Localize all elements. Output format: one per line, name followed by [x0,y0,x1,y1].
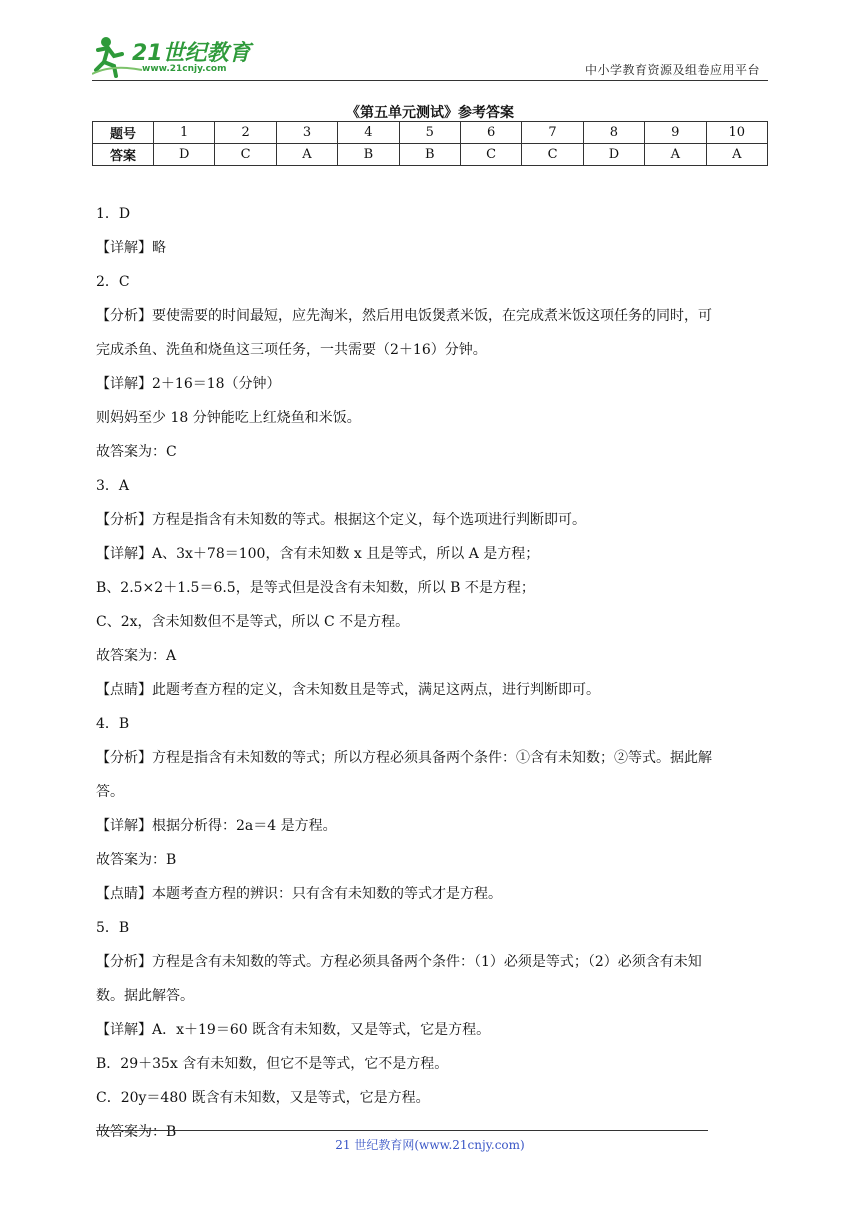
answer-table [92,121,768,166]
header-divider [92,80,768,81]
text-line: 故答案为：A [96,648,177,664]
table-cell: B [399,144,460,166]
table-row-numbers [93,122,768,144]
text-line: 故答案为：C [96,444,177,460]
text-line: 2．C [96,274,130,290]
text-line: 则妈妈至少 18 分钟能吃上红烧鱼和米饭。 [96,410,361,426]
text-line: 【分析】要使需要的时间最短，应先淘米，然后用电饭煲煮米饭，在完成煮米饭这项任务的同时，可 [96,308,712,324]
logo-text: 21世纪教育 [132,41,251,66]
table-cell: 10 [706,122,767,144]
table-cell: D [583,144,644,166]
footer-link[interactable]: 21 世纪教育网(www.21cnjy.com) [335,1138,525,1152]
platform-name: 中小学教育资源及组卷应用平台 [584,63,760,77]
text-line: 【详解】略 [96,240,166,256]
table-cell: D [154,144,215,166]
table-cell: 5 [399,122,460,144]
table-cell: 6 [460,122,521,144]
logo-url: www.21cnjy.com [142,64,227,74]
table-cell: 7 [522,122,583,144]
text-line: 1．D [96,206,131,222]
text-line: 故答案为：B [96,1124,177,1140]
table-cell: 9 [645,122,706,144]
text-line: C、2x，含未知数但不是等式，所以 C 不是方程。 [96,614,410,630]
text-line: 【分析】方程是指含有未知数的等式。根据这个定义，每个选项进行判断即可。 [96,512,586,528]
text-line: 答。 [96,784,124,800]
table-cell: A [276,144,337,166]
text-line: B、2.5×2＋1.5＝6.5，是等式但是没含有未知数，所以 B 不是方程； [96,580,535,596]
table-cell: B [338,144,399,166]
table-cell: C [215,144,276,166]
logo [92,34,262,80]
text-line: 完成杀鱼、洗鱼和烧鱼这三项任务，一共需要（2＋16）分钟。 [96,342,487,358]
text-line: 【点睛】此题考查方程的定义，含未知数且是等式，满足这两点，进行判断即可。 [96,682,600,698]
text-line: B．29＋35x 含有未知数，但它不是等式，它不是方程。 [96,1056,449,1072]
table-cell: 3 [276,122,337,144]
page-header [92,34,764,84]
table-cell: 2 [215,122,276,144]
footer-divider [96,1130,708,1131]
text-line: 【点睛】本题考查方程的辨识：只有含有未知数的等式才是方程。 [96,886,502,902]
table-cell: 1 [154,122,215,144]
table-cell: 4 [338,122,399,144]
text-line: 【分析】方程是指含有未知数的等式；所以方程必须具备两个条件：①含有未知数；②等式。据此解 [96,750,712,766]
document-title: 《第五单元测试》参考答案 [346,105,514,121]
text-line: 5．B [96,920,130,936]
text-line: 【详解】根据分析得：2a＝4 是方程。 [96,818,337,834]
text-line: C．20y＝480 既含有未知数，又是等式，它是方程。 [96,1090,430,1106]
table-cell: 8 [583,122,644,144]
text-line: 3．A [96,478,130,494]
table-cell: C [460,144,521,166]
text-line: 4．B [96,716,130,732]
table-cell: C [522,144,583,166]
text-line: 数。据此解答。 [96,988,194,1004]
text-line: 【详解】A、3x＋78＝100，含有未知数 x 且是等式，所以 A 是方程； [96,546,540,562]
text-line: 【详解】2＋16＝18（分钟） [96,376,281,392]
row-label-answer: 答案 [93,144,154,166]
text-line: 故答案为：B [96,852,177,868]
text-line: 【分析】方程是含有未知数的等式。方程必须具备两个条件：（1）必须是等式；（2）必须含有未知 [96,954,702,970]
text-line: 【详解】A．x＋19＝60 既含有未知数，又是等式，它是方程。 [96,1022,491,1038]
table-cell: A [706,144,767,166]
row-label-number: 题号 [93,122,154,144]
answer-explanations [96,197,768,1149]
table-cell: A [645,144,706,166]
table-row-answers [93,144,768,166]
